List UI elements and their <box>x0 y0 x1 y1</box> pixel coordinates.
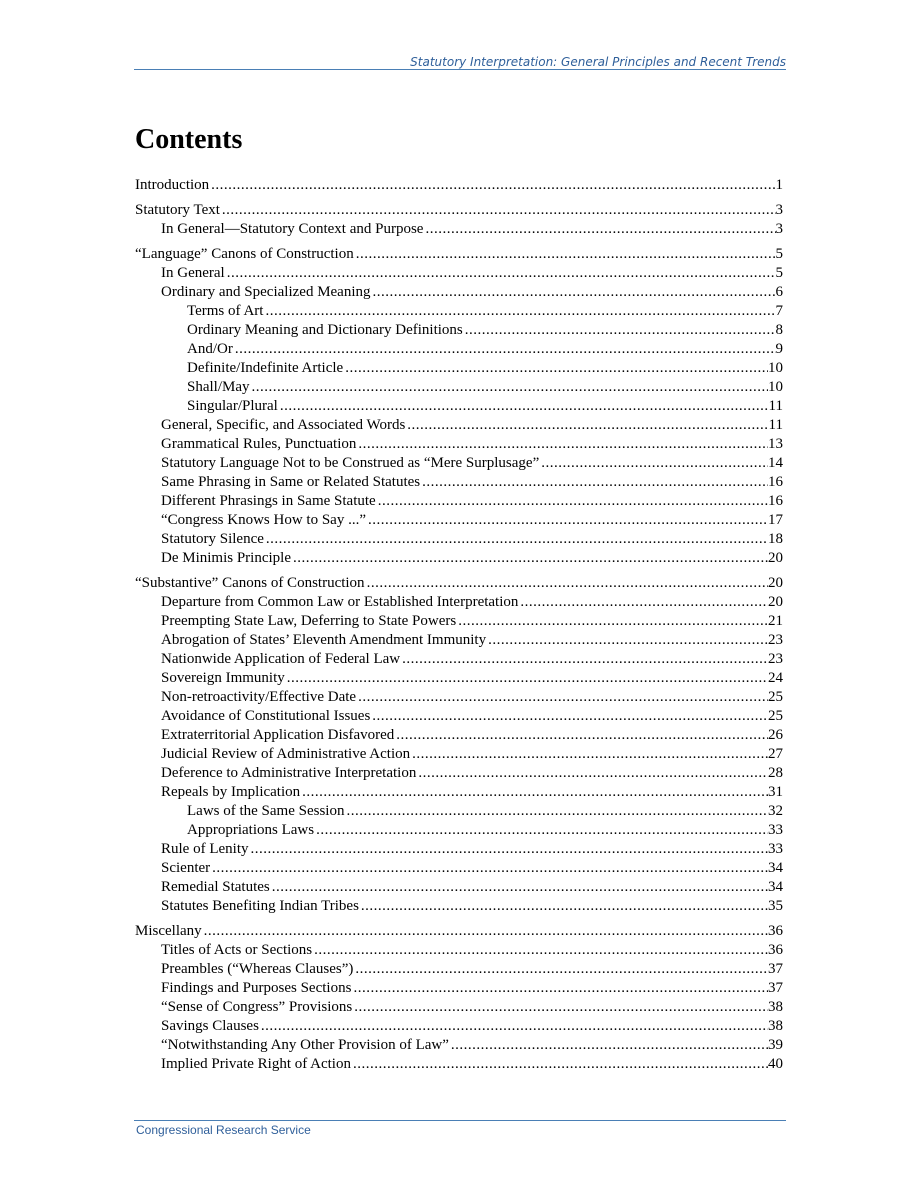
toc-dot-leader <box>352 998 768 1017</box>
toc-page-number: 33 <box>768 841 783 857</box>
toc-page-number: 5 <box>775 246 783 262</box>
toc-dot-leader <box>376 492 768 511</box>
toc-entry[interactable] <box>135 201 783 220</box>
toc-page-number: 5 <box>775 265 783 281</box>
toc-dot-leader <box>370 707 768 726</box>
toc-dot-leader <box>518 593 768 612</box>
toc-page-number: 3 <box>775 221 783 237</box>
toc-entry[interactable] <box>135 859 783 878</box>
toc-dot-leader <box>423 220 775 239</box>
toc-dot-leader <box>291 549 768 568</box>
toc-entry[interactable] <box>135 979 783 998</box>
contents-title: Contents <box>135 124 243 155</box>
toc-page-number: 8 <box>775 322 783 338</box>
toc-page-number: 40 <box>768 1056 783 1072</box>
toc-entry-title: Different Phrasings in Same Statute <box>161 493 376 509</box>
toc-dot-leader <box>351 1055 768 1074</box>
toc-page-number: 35 <box>768 898 783 914</box>
toc-dot-leader <box>344 802 768 821</box>
toc-entry-title: Definite/Indefinite Article <box>187 360 344 376</box>
toc-entry[interactable] <box>135 612 783 631</box>
toc-page-number: 16 <box>768 474 783 490</box>
toc-entry-title: Non-retroactivity/Effective Date <box>161 689 357 705</box>
toc-entry-title: “Sense of Congress” Provisions <box>161 999 353 1015</box>
toc-entry[interactable] <box>135 574 783 593</box>
toc-entry[interactable] <box>135 492 783 511</box>
toc-page-number: 3 <box>775 202 783 218</box>
toc-dot-leader <box>210 859 768 878</box>
toc-page-number: 27 <box>768 746 783 762</box>
toc-dot-leader <box>405 416 768 435</box>
toc-entry-title: In General—Statutory Context and Purpose <box>161 221 424 237</box>
toc-entry-title: Avoidance of Constitutional Issues <box>161 708 371 724</box>
toc-entry[interactable] <box>135 549 783 568</box>
toc-entry-title: Judicial Review of Administrative Action <box>161 746 411 762</box>
toc-entry[interactable] <box>135 245 783 264</box>
toc-page-number: 37 <box>768 980 783 996</box>
toc-entry[interactable] <box>135 650 783 669</box>
toc-dot-leader <box>263 302 775 321</box>
toc-dot-leader <box>394 726 768 745</box>
toc-entry[interactable] <box>135 530 783 549</box>
toc-page-number: 37 <box>768 961 783 977</box>
toc-page-number: 20 <box>768 575 783 591</box>
toc-entry[interactable] <box>135 960 783 979</box>
header-rule <box>134 69 786 70</box>
toc-entry[interactable] <box>135 321 783 340</box>
toc-entry-title: Terms of Art <box>187 303 264 319</box>
footer-rule <box>134 1120 786 1121</box>
toc-entry-title: Preempting State Law, Deferring to State Powers <box>161 613 457 629</box>
toc-entry-title: Shall/May <box>187 379 250 395</box>
toc-dot-leader <box>300 783 768 802</box>
toc-page-number: 10 <box>768 360 783 376</box>
toc-page-number: 28 <box>768 765 783 781</box>
toc-entry-title: Introduction <box>135 177 210 193</box>
toc-entry[interactable] <box>135 669 783 688</box>
toc-entry[interactable] <box>135 821 783 840</box>
toc-dot-leader <box>420 473 768 492</box>
toc-dot-leader <box>354 245 776 264</box>
toc-entry-title: Ordinary Meaning and Dictionary Definitions <box>187 322 463 338</box>
toc-entry-title: Statutory Text <box>135 202 220 218</box>
toc-entry-title: Statutes Benefiting Indian Tribes <box>161 898 359 914</box>
toc-dot-leader <box>539 454 768 473</box>
toc-entry-title: Remedial Statutes <box>161 879 270 895</box>
toc-page-number: 11 <box>768 417 783 433</box>
toc-dot-leader <box>220 201 776 220</box>
toc-page-number: 34 <box>768 879 783 895</box>
toc-page-number: 36 <box>768 923 783 939</box>
toc-page-number: 18 <box>768 531 783 547</box>
toc-dot-leader <box>356 688 768 707</box>
toc-dot-leader <box>456 612 768 631</box>
toc-entry-title: Deference to Administrative Interpretation <box>161 765 417 781</box>
toc-entry[interactable] <box>135 764 783 783</box>
toc-dot-leader <box>233 340 776 359</box>
toc-page-number: 24 <box>768 670 783 686</box>
footer-publisher: Congressional Research Service <box>136 1123 311 1137</box>
toc-entry[interactable] <box>135 840 783 859</box>
toc-entry[interactable] <box>135 745 783 764</box>
toc-entry-title: And/Or <box>187 341 233 357</box>
toc-page-number: 38 <box>768 1018 783 1034</box>
toc-page-number: 26 <box>768 727 783 743</box>
toc-dot-leader <box>250 378 769 397</box>
toc-entry-title: Implied Private Right of Action <box>161 1056 351 1072</box>
toc-dot-leader <box>270 878 768 897</box>
toc-dot-leader <box>371 283 776 302</box>
toc-entry-title: Rule of Lenity <box>161 841 249 857</box>
toc-entry-title: Preambles (“Whereas Clauses”) <box>161 961 354 977</box>
toc-entry-title: Sovereign Immunity <box>161 670 285 686</box>
toc-entry[interactable] <box>135 435 783 454</box>
toc-page-number: 20 <box>768 550 783 566</box>
toc-entry[interactable] <box>135 998 783 1017</box>
toc-dot-leader <box>264 530 768 549</box>
toc-entry-title: Ordinary and Specialized Meaning <box>161 284 371 300</box>
toc-entry-title: De Minimis Principle <box>161 550 291 566</box>
toc-entry[interactable] <box>135 454 783 473</box>
toc-entry-title: “Substantive” Canons of Construction <box>135 575 365 591</box>
toc-entry-title: Singular/Plural <box>187 398 278 414</box>
toc-dot-leader <box>400 650 768 669</box>
toc-entry[interactable] <box>135 726 783 745</box>
toc-dot-leader <box>416 764 768 783</box>
toc-entry-title: In General <box>161 265 225 281</box>
toc-entry-title: Miscellany <box>135 923 202 939</box>
toc-entry[interactable] <box>135 631 783 650</box>
toc-dot-leader <box>343 359 768 378</box>
toc-entry-title: Repeals by Implication <box>161 784 301 800</box>
toc-entry-title: Nationwide Application of Federal Law <box>161 651 401 667</box>
toc-entry[interactable] <box>135 397 783 416</box>
toc-entry-title: Appropriations Laws <box>187 822 315 838</box>
toc-dot-leader <box>353 960 768 979</box>
toc-page-number: 23 <box>768 632 783 648</box>
toc-page-number: 34 <box>768 860 783 876</box>
toc-entry[interactable] <box>135 707 783 726</box>
toc-entry[interactable] <box>135 593 783 612</box>
toc-dot-leader <box>463 321 776 340</box>
toc-page-number: 6 <box>775 284 783 300</box>
toc-dot-leader <box>351 979 768 998</box>
toc-entry-title: Titles of Acts or Sections <box>161 942 313 958</box>
toc-dot-leader <box>356 435 768 454</box>
toc-entry-title: General, Specific, and Associated Words <box>161 417 406 433</box>
toc-page-number: 13 <box>768 436 783 452</box>
toc-entry-title: Scienter <box>161 860 211 876</box>
toc-dot-leader <box>314 821 768 840</box>
toc-entry[interactable] <box>135 897 783 916</box>
toc-entry[interactable] <box>135 783 783 802</box>
toc-entry-title: Statutory Silence <box>161 531 264 547</box>
toc-entry[interactable] <box>135 220 783 239</box>
toc-entry[interactable] <box>135 922 783 941</box>
toc-entry-title: Abrogation of States’ Eleventh Amendment Immunity <box>161 632 487 648</box>
toc-entry[interactable] <box>135 1055 783 1074</box>
toc-entry-title: “Language” Canons of Construction <box>135 246 354 262</box>
toc-page-number: 33 <box>768 822 783 838</box>
toc-entry[interactable] <box>135 1017 783 1036</box>
toc-dot-leader <box>365 574 768 593</box>
toc-dot-leader <box>259 1017 768 1036</box>
toc-page-number: 21 <box>768 613 783 629</box>
toc-entry[interactable] <box>135 473 783 492</box>
toc-dot-leader <box>366 511 768 530</box>
toc-entry[interactable] <box>135 302 783 321</box>
toc-entry[interactable] <box>135 340 783 359</box>
toc-dot-leader <box>449 1036 768 1055</box>
toc-entry[interactable] <box>135 941 783 960</box>
toc-page-number: 25 <box>768 708 783 724</box>
toc-dot-leader <box>225 264 776 283</box>
toc-page-number: 39 <box>768 1037 783 1053</box>
toc-entry[interactable] <box>135 688 783 707</box>
toc-dot-leader <box>486 631 768 650</box>
toc-page-number: 17 <box>768 512 783 528</box>
toc-page-number: 7 <box>775 303 783 319</box>
toc-dot-leader <box>285 669 768 688</box>
toc-entry[interactable] <box>135 283 783 302</box>
toc-entry-title: Savings Clauses <box>161 1018 259 1034</box>
toc-entry-title: “Notwithstanding Any Other Provision of Law” <box>161 1037 449 1053</box>
toc-entry[interactable] <box>135 416 783 435</box>
toc-entry-title: Laws of the Same Session <box>187 803 345 819</box>
toc-entry[interactable] <box>135 802 783 821</box>
toc-entry[interactable] <box>135 176 783 195</box>
toc-entry[interactable] <box>135 264 783 283</box>
toc-dot-leader <box>410 745 768 764</box>
toc-page-number: 16 <box>768 493 783 509</box>
toc-dot-leader <box>312 941 768 960</box>
toc-page-number: 36 <box>768 942 783 958</box>
toc-page-number: 25 <box>768 689 783 705</box>
toc-page-number: 9 <box>775 341 783 357</box>
toc-dot-leader <box>359 897 768 916</box>
toc-page-number: 23 <box>768 651 783 667</box>
toc-dot-leader <box>209 176 775 195</box>
toc-page-number: 10 <box>768 379 783 395</box>
toc-entry[interactable] <box>135 359 783 378</box>
toc-page-number: 20 <box>768 594 783 610</box>
toc-entry-title: Grammatical Rules, Punctuation <box>161 436 357 452</box>
toc-entry[interactable] <box>135 511 783 530</box>
toc-entry[interactable] <box>135 1036 783 1055</box>
table-of-contents <box>135 176 783 1074</box>
toc-dot-leader <box>202 922 768 941</box>
toc-page-number: 31 <box>768 784 783 800</box>
toc-page-number: 1 <box>775 177 783 193</box>
toc-entry-title: Departure from Common Law or Established Interpretation <box>161 594 519 610</box>
toc-entry[interactable] <box>135 378 783 397</box>
toc-entry-title: Same Phrasing in Same or Related Statutes <box>161 474 421 490</box>
toc-page-number: 11 <box>768 398 783 414</box>
toc-entry-title: Extraterritorial Application Disfavored <box>161 727 395 743</box>
toc-dot-leader <box>248 840 768 859</box>
toc-entry[interactable] <box>135 878 783 897</box>
running-header: Statutory Interpretation: General Principles and Recent Trends <box>410 55 786 69</box>
toc-page-number: 14 <box>768 455 783 471</box>
toc-entry-title: Findings and Purposes Sections <box>161 980 352 996</box>
toc-page-number: 38 <box>768 999 783 1015</box>
toc-entry-title: Statutory Language Not to be Construed as “Mere Surplusage” <box>161 455 540 471</box>
toc-entry-title: “Congress Knows How to Say ...” <box>161 512 366 528</box>
toc-dot-leader <box>278 397 769 416</box>
toc-page-number: 32 <box>768 803 783 819</box>
